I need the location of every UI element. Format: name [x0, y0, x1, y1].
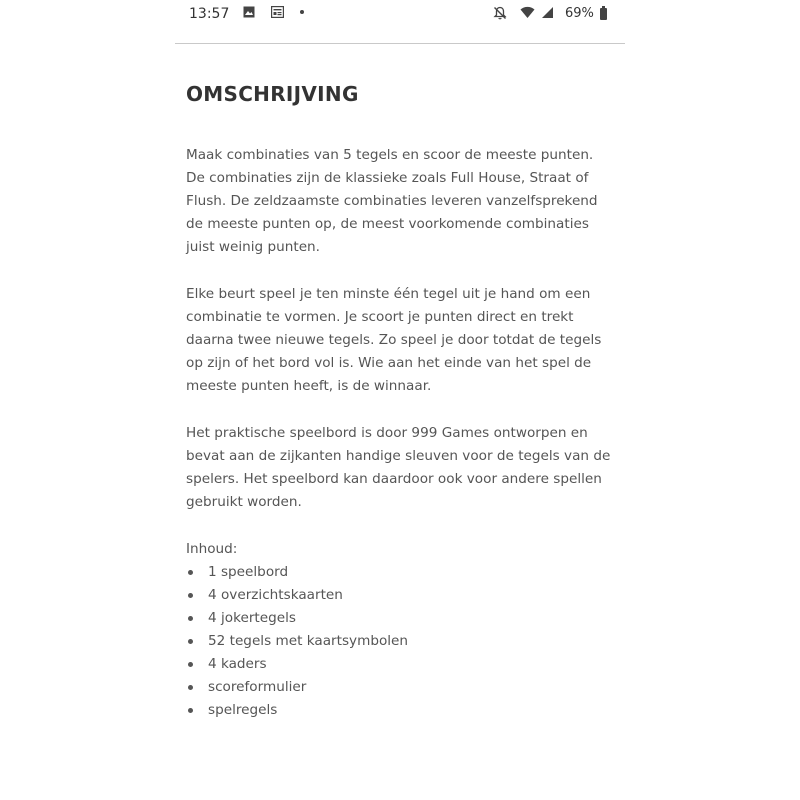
list-item [186, 561, 616, 584]
list-item-text: scoreformulier [208, 679, 307, 695]
bullet-icon [188, 616, 193, 621]
description-paragraph-2: Elke beurt speel je ten minste één tegel uit je hand om een combinatie te vormen. Je scoort je punten direct en trekt daarna twee nieuwe tegels. Zo speel je door totdat de tegels op zijn of het bord vol is. Wie aan het einde van het spel de meeste punten heeft, is de winnaar. [186, 286, 602, 394]
contents-label: Inhoud: [186, 541, 238, 557]
battery-icon [600, 8, 607, 20]
description-paragraph-3: Het praktische speelbord is door 999 Games ontworpen en bevat aan de zijkanten handige sleuven voor de tegels van de spelers. Het speelbord kan daardoor ook voor andere spellen gebruikt worden. [186, 425, 611, 510]
list-item [186, 584, 616, 607]
bullet-icon [188, 662, 193, 667]
bullet-icon [188, 593, 193, 598]
signal-icon [541, 6, 554, 23]
dot-icon [299, 6, 305, 22]
list-item-text: spelregels [208, 702, 278, 718]
wifi-icon [520, 6, 535, 23]
list-item [186, 607, 616, 630]
bullet-icon [188, 570, 193, 575]
bullet-icon [188, 708, 193, 713]
phone-screen [175, 0, 625, 800]
list-item-text: 52 tegels met kaartsymbolen [208, 633, 409, 649]
list-item [186, 653, 616, 676]
section-title: OMSCHRIJVING [186, 82, 359, 106]
list-item-text: 4 overzichtskaarten [208, 587, 343, 603]
mute-icon [493, 6, 507, 24]
news-icon [271, 6, 284, 22]
list-item [186, 699, 616, 722]
list-item [186, 676, 616, 699]
description-paragraph-1: Maak combinaties van 5 tegels en scoor de meeste punten. De combinaties zijn de klassieke zoals Full House, Straat of Flush. De zeldzaamste combinaties leveren vanzelfsprekend de meeste punten op, de meest voorkomende combinaties juist weinig punten. [186, 147, 598, 255]
image-icon [243, 6, 255, 22]
status-time: 13:57 [189, 6, 230, 22]
header-divider [175, 43, 625, 44]
list-item-text: 1 speelbord [208, 564, 289, 580]
bullet-icon [188, 639, 193, 644]
status-bar [175, 0, 625, 30]
list-item-text: 4 kaders [208, 656, 267, 672]
list-item-text: 4 jokertegels [208, 610, 296, 626]
bullet-icon [188, 685, 193, 690]
description-section [186, 82, 616, 722]
list-item [186, 630, 616, 653]
battery-percentage: 69% [565, 6, 594, 21]
contents-list [186, 561, 616, 722]
